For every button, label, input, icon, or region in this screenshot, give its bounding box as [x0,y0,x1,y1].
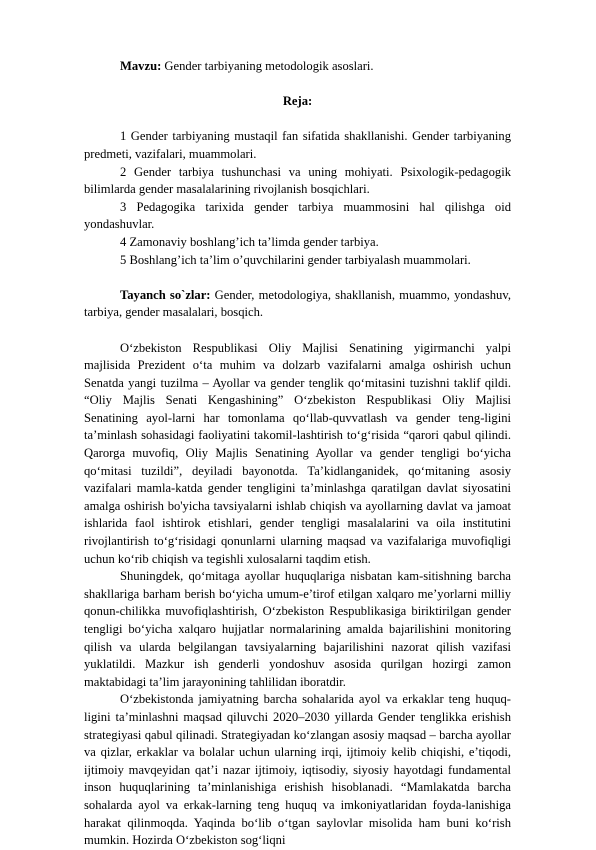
keywords-text: Gender, metodologiya, shakllanish, muammo, yondashuv, tarbiya, gender masalalari, bosqich. [84,287,511,320]
keywords-label: Tayanch so`zlar: [120,287,211,302]
topic-line [84,58,511,76]
topic-text: Gender tarbiyaning metodologik asoslari. [161,59,374,73]
body-paragraph: O‘zbekistonda jamiyatning barcha sohalarida ayol va erkaklar teng huquq-ligini ta’minlashni maqsad qiluvchi 2020–2030 yillarda Gender tenglikka erishish strategiyasi qabul qilinadi. Strategiyadan ko‘zlangan asosiy maqsad – barcha ayollar va qizlar, erkaklar va bolalar uchun ularning irqi, ijtimoiy kelib chiqishi, e’tiqodi, ijtimoiy mavqeyidan qat’i nazar ijtimoiy, iqtisodiy, siyosiy hayotdagi fundamental inson huquqlarining ta’minlanishiga erishish hisoblanadi. “Mamlakatda barcha sohalarda ayol va erkak-larning teng huquq va imkoniyatlaridan foyda-lanishiga harakat qilinmoqda. Yaqinda bo‘lib o‘tgan saylovlar misolida ham buni ko‘rish mumkin. Hozirda O‘zbekiston sog‘liqni [84,692,511,848]
body-paragraph: Shuningdek, qo‘mitaga ayollar huquqlariga nisbatan kam-sitishning barcha shakllariga barham berish bo‘yicha umum-e’tirof etilgan xalqaro me’yorlarni milliy qonun-chilikka muvofiqlashtirish, O‘zbekiston Respublikasiga biriktirilgan gender tengligi bo‘yicha xalqaro hujjatlar normalarining amalda bajarilishini monitoring qilish va ularda belgilangan tavsiyalarning bajarilishini nazorat qilish vazifasi yuklatildi. Mazkur ish genderli yondoshuv asosida qurilgan hozirgi zamon maktabidagi ta’lim jarayonining tahlilidan iboratdir. [84,569,511,689]
plan-item: 2 Gender tarbiya tushunchasi va uning mohiyati. Psixologik-pedagogik bilimlarda gender masalalarining rivojlanish bosqichlari. [84,164,511,197]
plan-title: Reja: [282,94,313,109]
plan-item: 4 Zamonaviy boshlang’ich ta’limda gender tarbiya. [120,234,379,249]
topic-label: Mavzu: [120,59,162,73]
plan-item: 5 Boshlang’ich ta’lim o’quvchilarini gender tarbiyalash muammolari. [120,252,471,267]
plan-item: 1 Gender tarbiyaning mustaqil fan sifatida shakllanishi. Gender tarbiyaning predmeti, vazifalari, muammolari. [84,129,511,161]
body-paragraph: O‘zbekiston Respublikasi Oliy Majlisi Senatining yigirmanchi yalpi majlisida Prezident o‘ta muhim va dolzarb vazifalarni amalga oshirish uchun Senatda yangi tuzilma – Ayollar va gender tenglik qo‘mitasini tuzishni taklif qildi. “Oliy Majlis Senati Kengashining” O‘zbekiston Respublikasi Oliy Majlisi Senatining ayol-larni har tomonlama qo‘llab-quvvatlash va gender teng-ligini ta’minlash sohasidagi faoliyatini takomil-lashtirish to‘g‘risida “qarori qabul qilindi. Qarorga muvofiq, Oliy Majlis Senatining Ayollar va gender tengligi bo‘yicha qo‘mitasi tuzildi”, deyiladi bayonotda. Ta’kidlanganidek, qo‘mitaning asosiy vazifalari mamla-katda gender tengligini ta’minlashga qaratilgan davlat siyosatini amalga oshirish bo'yicha tavsiyalarni ishlab chiqish va ayollarning davlat va jamoat ishlarida faol ishtirok etishlari, gender tengligi masalalarini va oila institutini rivojlantirish to‘g‘risidagi qonunlarni ularning maqsad va vazifalariga muvofiqligi uchun ko‘rib chiqish va tegishli xulosalarni taqdim etish. [84,340,511,566]
keywords-line [84,287,511,322]
plan-item: 3 Pedagogika tarixida gender tarbiya muammosini hal qilishga oid yondashuvlar. [84,199,511,232]
document-page [84,58,511,850]
